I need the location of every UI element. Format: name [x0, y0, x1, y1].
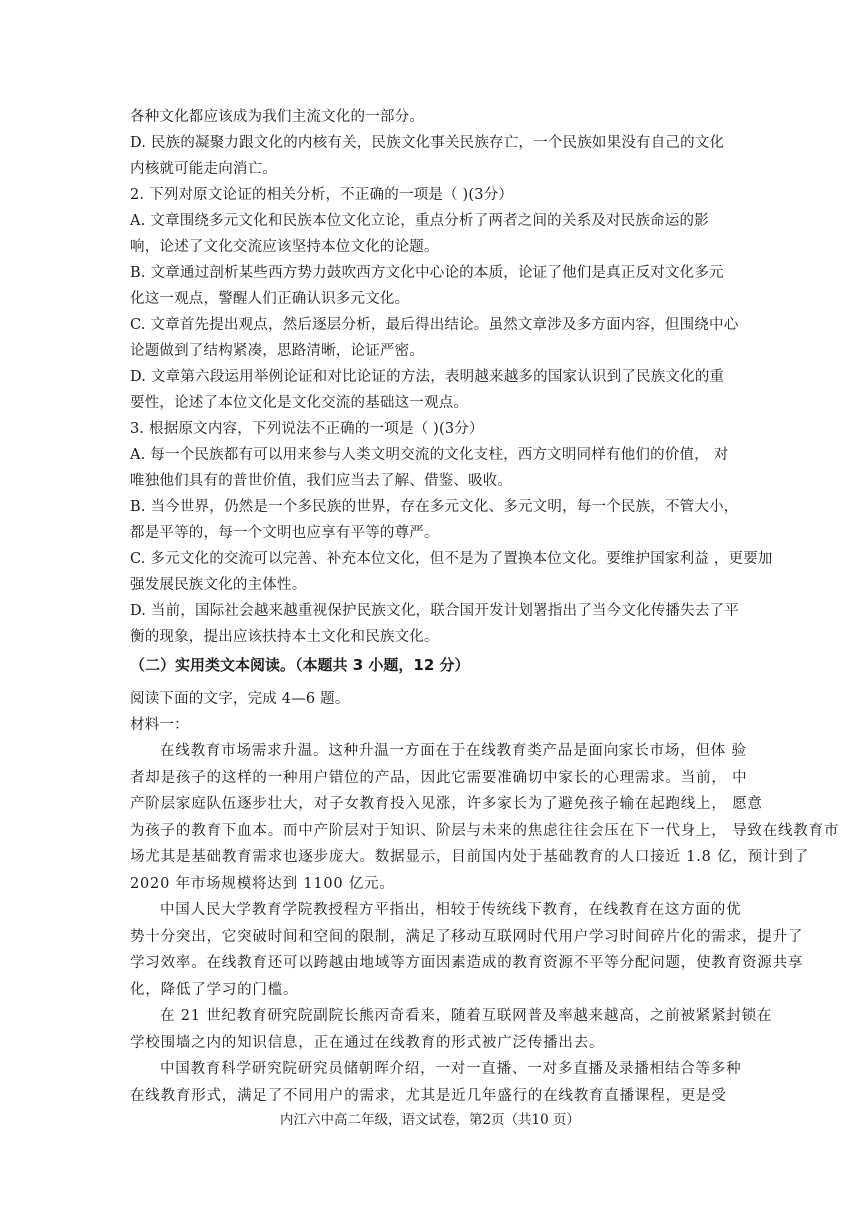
material-paragraph [130, 1056, 742, 1109]
question-line: 响，论述了文化交流应该坚持本位文化的论题。 [130, 239, 439, 255]
question-line: A. 每一个民族都有可以用来参与人类文明交流的文化支柱，西方文明同样有他们的价值， 对 [130, 447, 729, 463]
paragraph-line: 产阶层家庭队伍逐步壮大，对子女教育投入见涨，许多家长为了避免孩子输在起跑线上， 愿意 [130, 796, 763, 812]
material-paragraph [130, 738, 840, 897]
paragraph-line: 学习效率。在线教育还可以跨越由地域等方面因素造成的教育资源不平等分配问题，使教育资源共享 [130, 955, 804, 971]
question-line: D. 民族的凝聚力跟文化的内核有关，民族文化事关民族存亡，一个民族如果没有自己的文化 [130, 135, 725, 151]
paragraph-line: 为孩子的教育下血本。而中产阶层对于知识、阶层与未来的焦虑往往会压在下一代身上， 导致在线教育市 [130, 822, 840, 839]
question-line: 强发展民族文化的主体性。 [130, 577, 307, 593]
question-line: C. 文章首先提出观点，然后逐层分析，最后得出结论。虽然文章涉及多方面内容，但围绕中心 [130, 317, 739, 333]
question-line: 内核就可能走向消亡。 [130, 161, 277, 177]
material-label: 材料一： [130, 717, 189, 733]
material-paragraph [130, 897, 804, 1003]
question-line: 衡的现象，提出应该扶持本土文化和民族文化。 [130, 629, 439, 645]
question-line: 论题做到了结构紧凑，思路清晰，论证严密。 [130, 343, 424, 359]
paragraph-line: 中国教育科学研究院研究员储朝晖介绍，一对一直播、一对多直播及录播相结合等多种 [160, 1061, 742, 1077]
section-heading: （二）实用类文本阅读。（本题共 3 小题，12 分） [130, 656, 470, 674]
question-line: 各种文化都应该成为我们主流文化的一部分。 [130, 109, 424, 125]
paragraph-line: 中国人民大学教育学院教授程方平指出，相较于传统线下教育，在线教育在这方面的优 [160, 902, 742, 918]
paragraph-line: 2020 年市场规模将达到 1100 亿元。 [130, 875, 395, 892]
paragraph-line: 化，降低了学习的门槛。 [130, 981, 299, 998]
paragraph-line: 在线教育形式，满足了不同用户的需求，尤其是近几年盛行的在线教育直播课程，更是受 [130, 1087, 727, 1104]
reading-questions-part1 [130, 104, 773, 650]
question-line: D. 当前，国际社会越来越重视保护民族文化，联合国开发计划署指出了当今文化传播失去了平 [130, 603, 739, 619]
paragraph-line: 势十分突出，它突破时间和空间的限制，满足了移动互联网时代用户学习时间碎片化的需求，提升了 [130, 928, 804, 945]
question-line: 2. 下列对原文论证的相关分析，不正确的一项是（ )(3分） [130, 187, 514, 203]
question-line: B. 当今世界，仍然是一个多民族的世界，存在多元文化、多元文明，每一个民族，不管大小， [130, 499, 739, 515]
question-line: 化这一观点，警醒人们正确认识多元文化。 [130, 291, 410, 307]
page-footer: 内江六中高二年级，语文试卷，第2页（共10 页） [279, 1112, 581, 1128]
page-content [130, 104, 840, 1109]
question-line: 唯独他们具有的普世价值，我们应当去了解、借鉴、吸收。 [130, 473, 513, 489]
paragraph-line: 学校围墙之内的知识信息，正在通过在线教育的形式被广泛传播出去。 [130, 1034, 605, 1051]
question-line: D. 文章第六段运用举例论证和对比论证的方法，表明越来越多的国家认识到了民族文化的重 [130, 369, 725, 385]
paragraph-line: 在线教育市场需求升温。这种升温一方面在于在线教育类产品是面向家长市场，但体 验 [160, 743, 747, 759]
paragraph-line: 场尤其是基础教育需求也逐步庞大。数据显示，目前国内处于基础教育的人口接近 1.8 亿，预计到了 [130, 849, 809, 865]
material-paragraph [130, 1003, 773, 1056]
paragraph-line: 者却是孩子的这样的一种用户错位的产品，因此它需要准确切中家长的心理需求。当前， 中 [130, 769, 748, 786]
question-line: A. 文章围绕多元文化和民族本位文化立论，重点分析了两者之间的关系及对民族命运的影 [130, 213, 709, 229]
question-line: B. 文章通过剖析某些西方势力鼓吹西方文化中心论的本质，论证了他们是真正反对文化多元 [130, 265, 724, 281]
reading-instruction: 阅读下面的文字，完成 4—6 题。 [130, 691, 350, 707]
question-line: 3. 根据原文内容，下列说法不正确的一项是（ )(3分） [130, 421, 484, 437]
question-line: 要性，论述了本位文化是文化交流的基础这一观点。 [130, 395, 469, 411]
question-line: C. 多元文化的交流可以完善、补充本位文化，但不是为了置换本位文化。要维护国家利益 ，更要加 [130, 551, 773, 567]
question-line: 都是平等的，每一个文明也应享有平等的尊严。 [130, 525, 439, 541]
paragraph-line: 在 21 世纪教育研究院副院长熊丙奇看来，随着互联网普及率越来越高，之前被紧紧封锁在 [160, 1008, 773, 1024]
material-one-text [130, 738, 840, 1109]
